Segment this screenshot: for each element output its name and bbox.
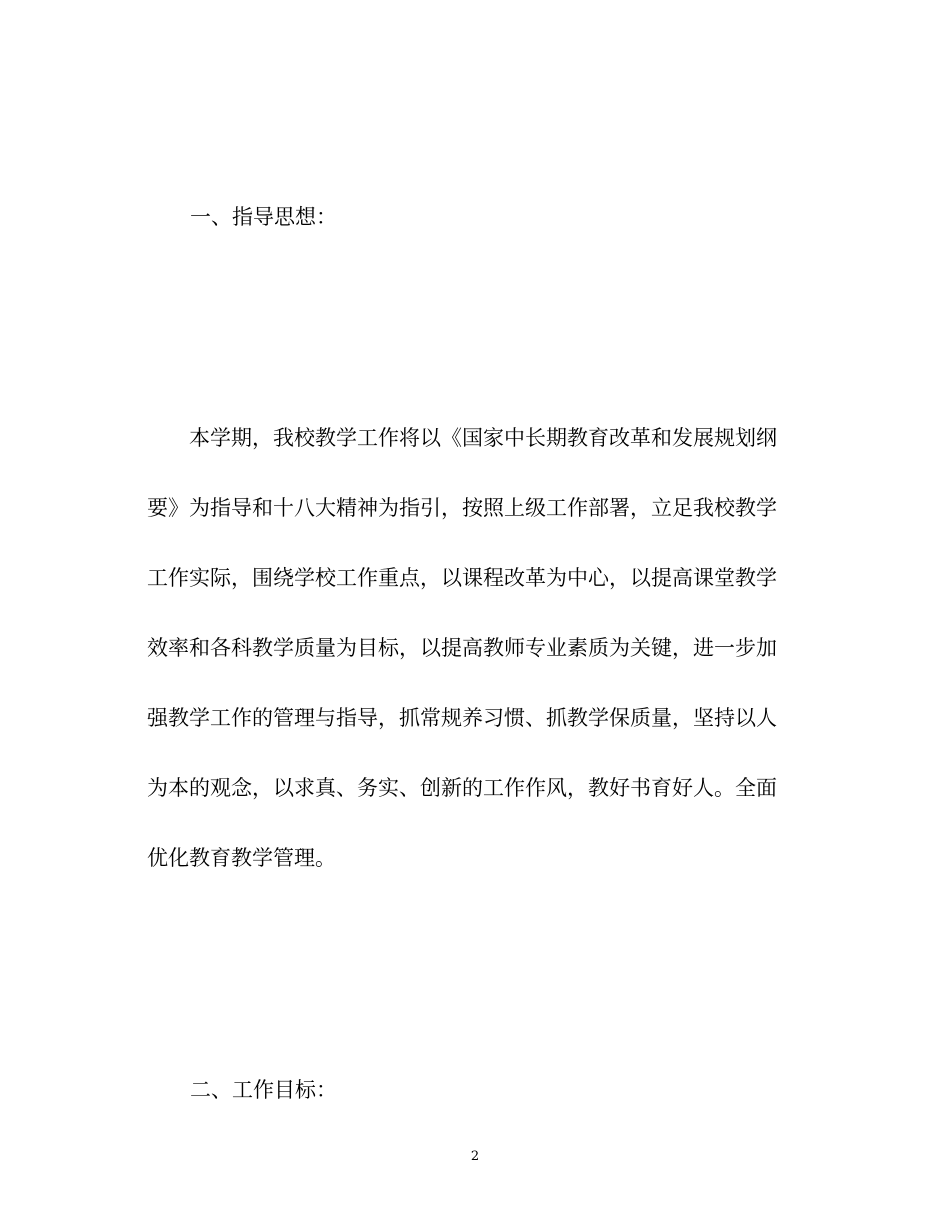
page-number: 2 [470, 1149, 480, 1164]
section-heading-guiding-ideology: 一、指导思想： [190, 205, 337, 229]
paragraph-line-1: 本学期，我校教学工作将以《国家中长期教育改革和发展规划纲 [147, 426, 777, 450]
paragraph-line-5: 强教学工作的管理与指导，抓常规养习惯、抓教学保质量，坚持以人 [147, 706, 777, 730]
section-heading-work-goals: 二、工作目标： [190, 1078, 337, 1102]
paragraph-line-3: 工作实际，围绕学校工作重点，以课程改革为中心，以提高课堂教学 [147, 566, 777, 590]
paragraph-line-4: 效率和各科教学质量为目标，以提高教师专业素质为关键，进一步加 [147, 636, 777, 660]
paragraph-line-2: 要》为指导和十八大精神为指引，按照上级工作部署，立足我校教学 [147, 496, 777, 520]
paragraph-line-6: 为本的观念，以求真、务实、创新的工作作风，教好书育好人。全面 [147, 776, 777, 800]
paragraph-line-7: 优化教育教学管理。 [147, 846, 336, 870]
